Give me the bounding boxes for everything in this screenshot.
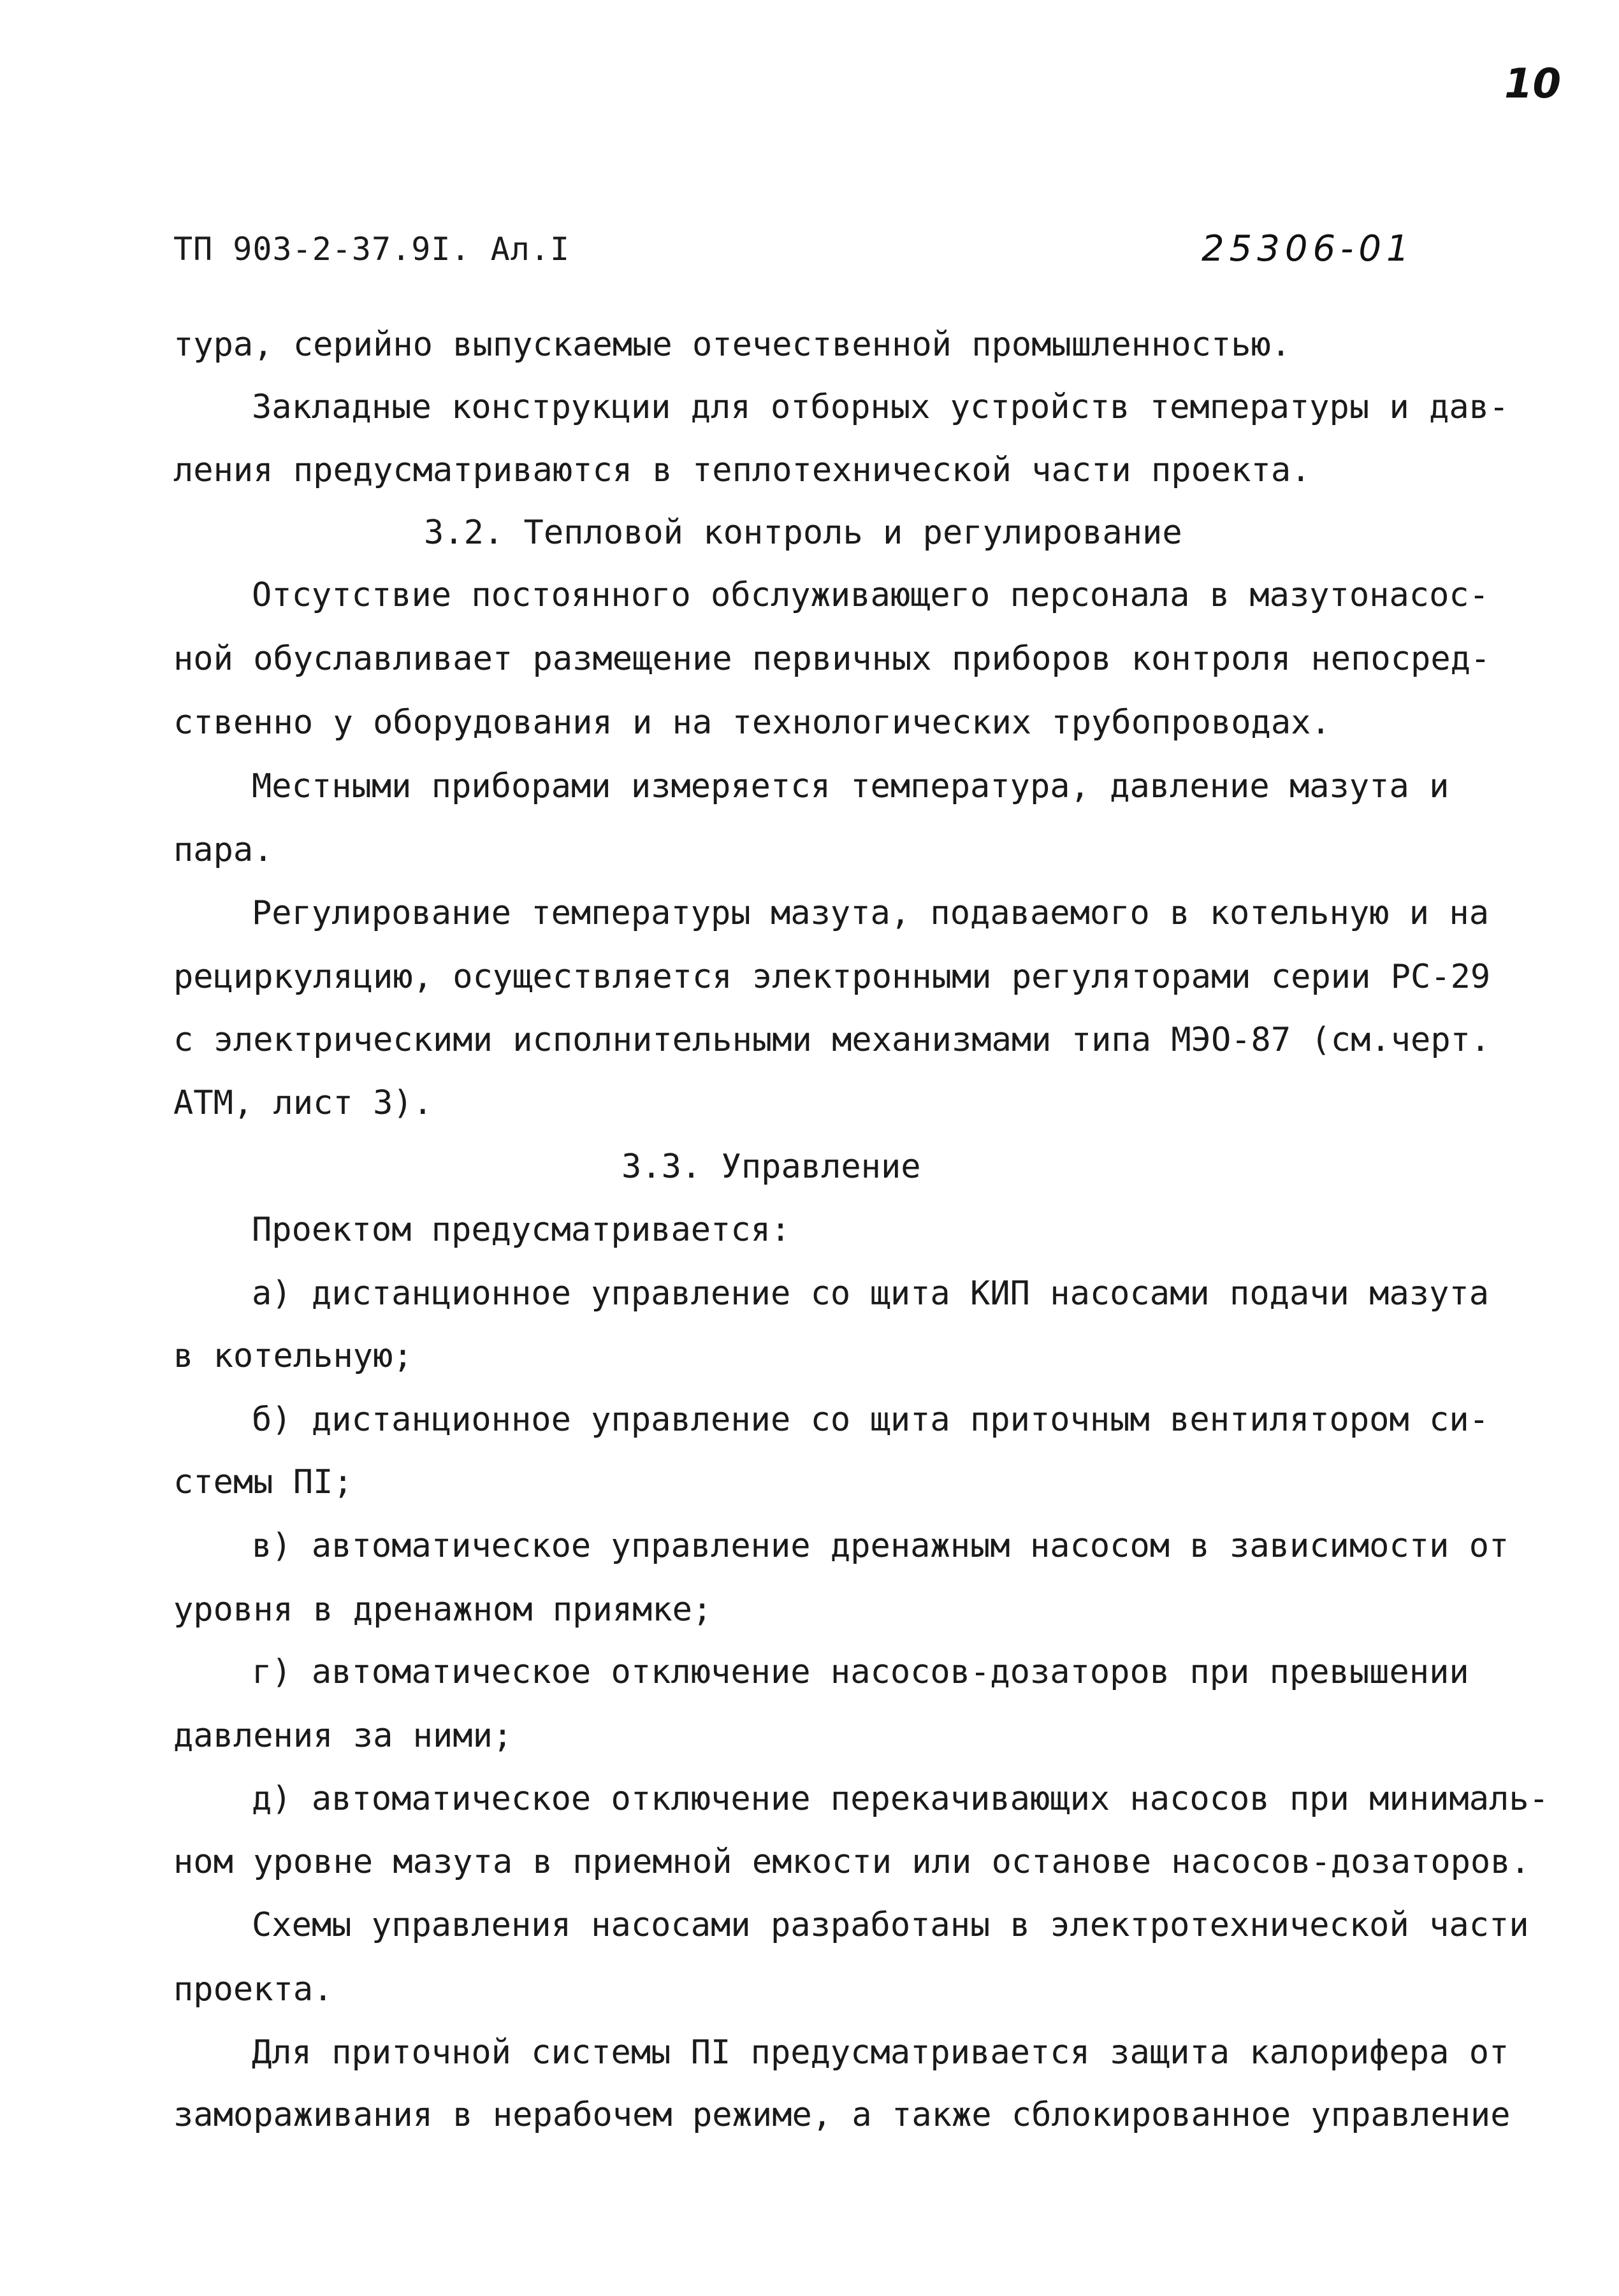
text-line: пара.	[173, 831, 273, 869]
text-line: стемы ПI;	[173, 1463, 353, 1501]
text-line: ной обуславливает размещение первичных приборов контроля непосред-	[173, 640, 1491, 678]
list-item: д) автоматическое отключение перекачивающих насосов при минималь-	[252, 1780, 1549, 1818]
text-line: ственно у оборудования и на технологических трубопроводах.	[173, 704, 1331, 742]
text-line: Закладные конструкции для отборных устройств температуры и дав-	[252, 388, 1509, 426]
text-line: проекта.	[173, 1970, 333, 2009]
text-line: Схемы управления насосами разработаны в электротехнической части	[252, 1906, 1529, 1944]
text-line: Отсутствие постоянного обслуживающего персонала в мазутонасос-	[252, 576, 1490, 614]
section-heading: 3.2. Тепловой контроль и регулирование	[424, 514, 1182, 552]
text-line: ном уровне мазута в приемной емкости или останове насосов-дозаторов.	[173, 1843, 1530, 1881]
list-item: в) автоматическое управление дренажным насосом в зависимости от	[252, 1527, 1509, 1565]
text-line: Регулирование температуры мазута, подаваемого в котельную и на	[252, 894, 1490, 932]
text-line: в котельную;	[173, 1337, 413, 1375]
document-code: ТП 903-2-37.9I. Ал.I	[173, 231, 570, 268]
text-line: уровня в дренажном приямке;	[173, 1591, 713, 1629]
page-number: 10	[1504, 61, 1562, 108]
text-line: с электрическими исполнительными механизмами типа МЭО-87 (см.черт.	[173, 1021, 1491, 1059]
list-item: г) автоматическое отключение насосов-дозаторов при превышении	[252, 1653, 1469, 1691]
text-line: тура, серийно выпускаемые отечественной промышленностью.	[173, 326, 1291, 364]
section-heading: 3.3. Управление	[621, 1148, 921, 1186]
text-line: замораживания в нерабочем режиме, а также сблокированное управление	[173, 2096, 1511, 2134]
inventory-number: 25306-01	[1202, 228, 1414, 270]
text-line: АТМ, лист 3).	[173, 1084, 433, 1122]
text-line: Местными приборами измеряется температура, давление мазута и	[252, 767, 1449, 805]
list-item: б) дистанционное управление со щита приточным вентилятором си-	[252, 1401, 1490, 1439]
list-item: а) дистанционное управление со щита КИП насосами подачи мазута	[252, 1274, 1490, 1313]
text-line: ления предусматриваются в теплотехнической части проекта.	[173, 451, 1311, 489]
text-line: рециркуляцию, осуществляется электронными регуляторами серии РС-29	[173, 958, 1491, 996]
text-line: Для приточной системы ПI предусматривается защита калорифера от	[252, 2033, 1509, 2072]
text-line: давления за ними;	[173, 1717, 513, 1755]
text-line: Проектом предусматривается:	[252, 1211, 791, 1249]
